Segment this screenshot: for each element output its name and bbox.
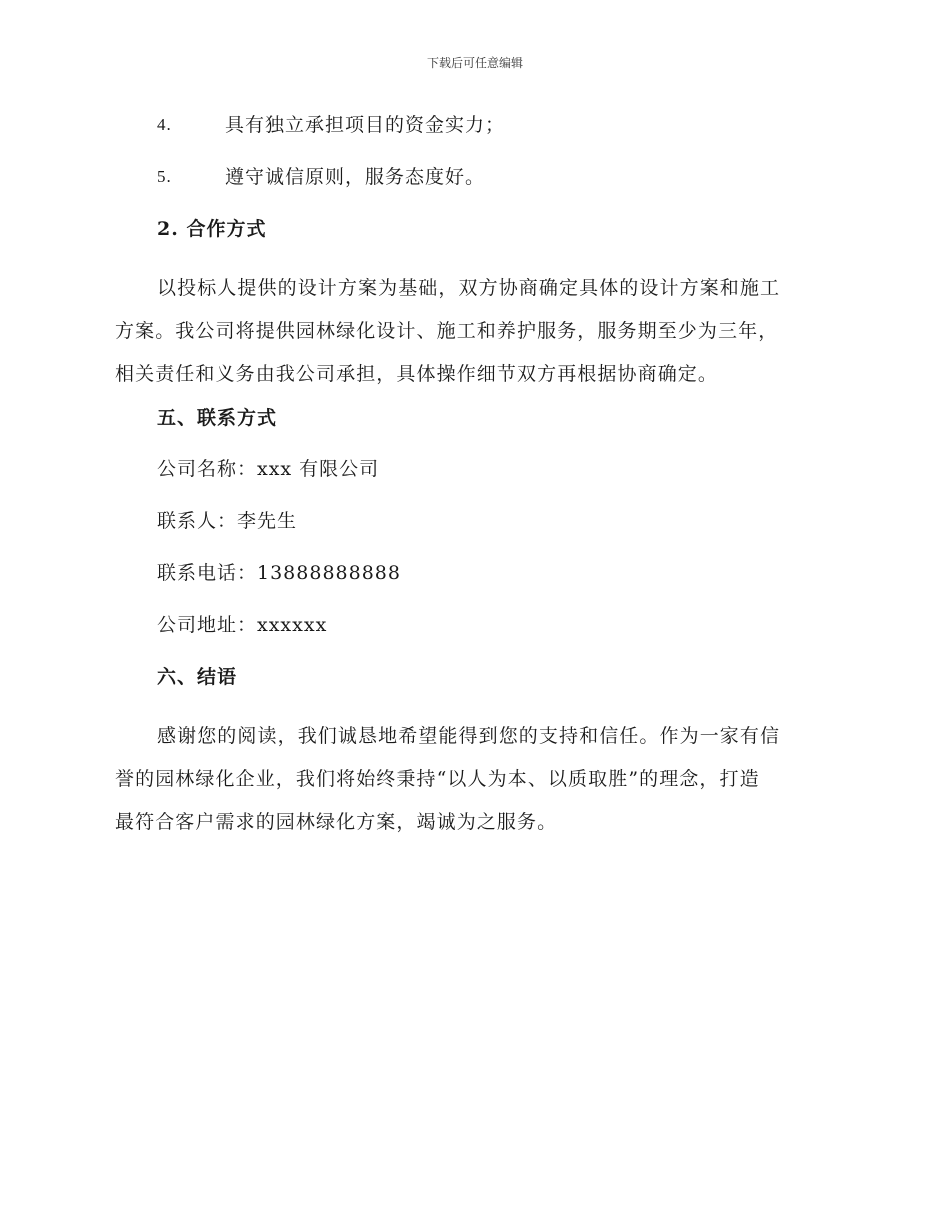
cooperation-paragraph (115, 267, 830, 396)
list-item (157, 164, 830, 190)
document-body (115, 112, 830, 852)
paragraph-line: 相关责任和义务由我公司承担，具体操作细节双方再根据协商确定。 (115, 363, 719, 385)
list-number: 5. (157, 167, 172, 186)
paragraph-line: 最符合客户需求的园林绿化方案，竭诚为之服务。 (115, 811, 558, 833)
paragraph-line: 感谢您的阅读，我们诚恳地希望能得到您的支持和信任。作为一家有信 (157, 725, 781, 747)
page-header: 下载后可任意编辑 (426, 56, 523, 70)
contact-phone: 联系电话：13888888888 (157, 562, 401, 584)
section-heading-contact: 五、联系方式 (157, 407, 278, 429)
list-text: 遵守诚信原则，服务态度好。 (225, 166, 486, 188)
paragraph-line: 誉的园林绿化企业，我们将始终秉持“以人为本、以质取胜”的理念，打造 (115, 768, 760, 790)
conclusion-paragraph (115, 715, 830, 844)
section-heading-conclusion: 六、结语 (157, 666, 238, 688)
contact-person: 联系人：李先生 (157, 510, 298, 532)
paragraph-line: 以投标人提供的设计方案为基础，双方协商确定具体的设计方案和施工 (157, 277, 781, 299)
list-number: 4. (157, 115, 172, 134)
contact-company: 公司名称：xxx 有限公司 (157, 458, 380, 480)
section-heading-cooperation: 2. 合作方式 (157, 218, 267, 240)
paragraph-line: 方案。我公司将提供园林绿化设计、施工和养护服务，服务期至少为三年， (115, 320, 779, 342)
contact-address: 公司地址：xxxxxx (157, 614, 328, 636)
list-text: 具有独立承担项目的资金实力； (225, 114, 506, 136)
list-item (157, 112, 830, 138)
